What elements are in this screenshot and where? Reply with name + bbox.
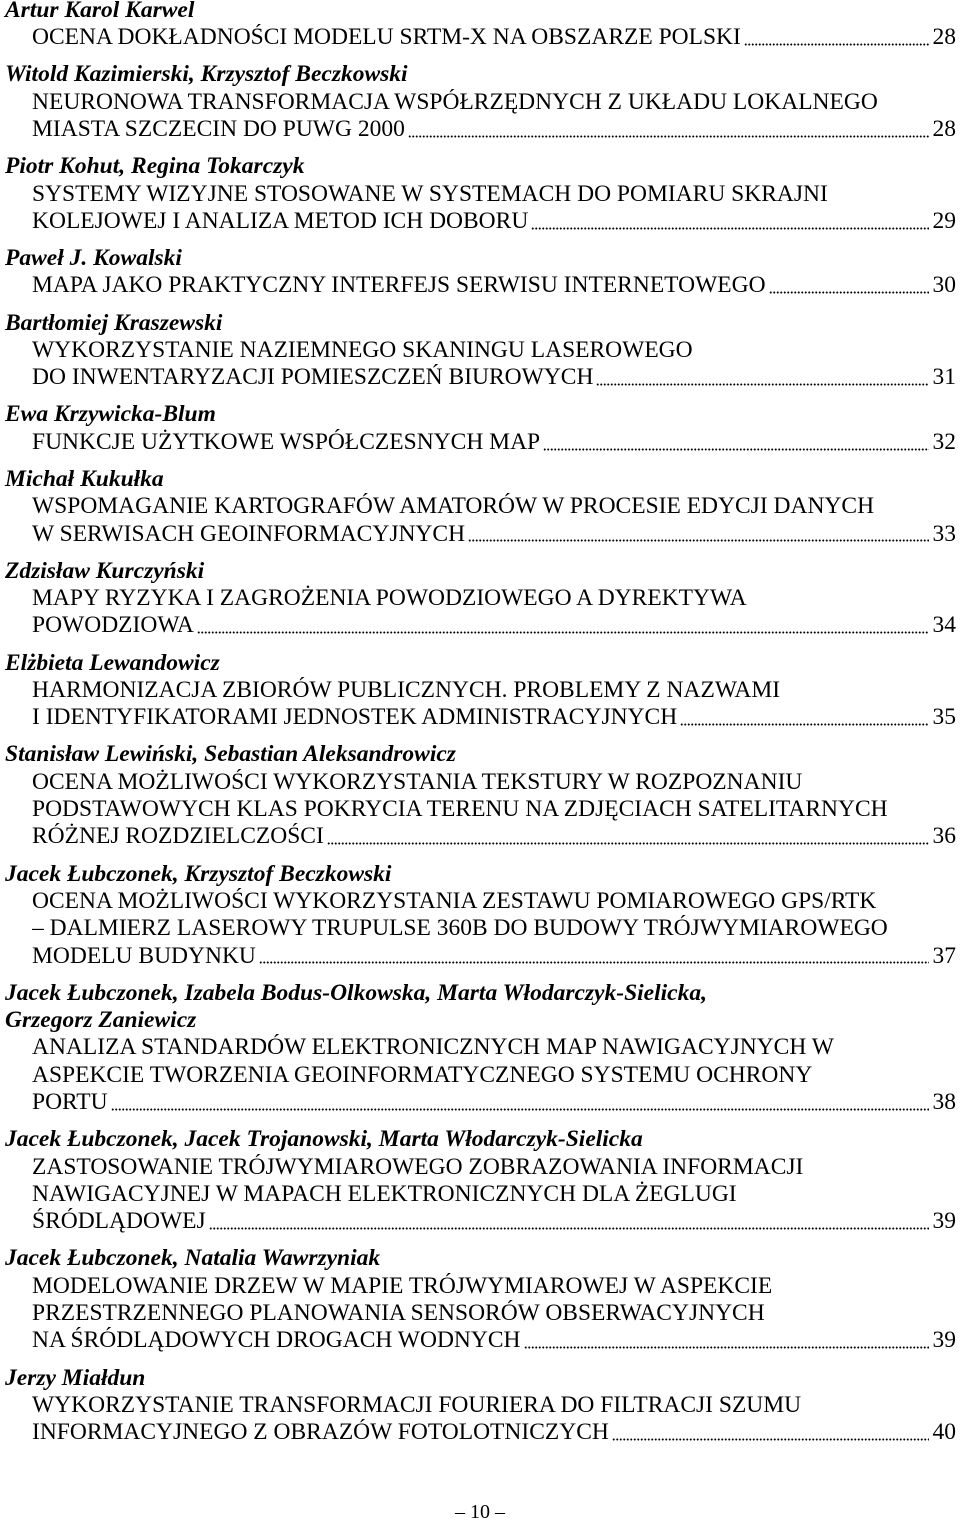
entry-title-last-line xyxy=(32,24,956,51)
entry-title-last-line xyxy=(32,704,956,731)
entry-title-line: MAPY RYZYKA I ZAGROŻENIA POWODZIOWEGO A DYREKTYWA xyxy=(32,585,747,612)
dot-leader xyxy=(111,1108,929,1111)
entry-title-line: ANALIZA STANDARDÓW ELEKTRONICZNYCH MAP NAWIGACYJNYCH W xyxy=(32,1034,834,1061)
toc-entry xyxy=(0,466,960,548)
entry-title-line: OCENA MOŻLIWOŚCI WYKORZYSTANIA TEKSTURY W ROZPOZNANIU xyxy=(32,768,803,795)
entry-title-line: – DALMIERZ LASEROWY TRUPULSE 360B DO BUDOWY TRÓJWYMIAROWEGO xyxy=(32,915,888,942)
toc-entry xyxy=(0,401,960,456)
entry-page-number: 39 xyxy=(932,1208,956,1235)
entry-title-last-line xyxy=(32,116,956,143)
dot-leader xyxy=(531,227,928,230)
entry-page-number: 28 xyxy=(932,116,956,143)
toc-entry xyxy=(0,861,960,970)
dot-leader xyxy=(468,539,928,542)
entry-authors: Jacek Łubczonek, Natalia Wawrzyniak xyxy=(5,1245,381,1272)
toc-entry xyxy=(0,310,960,392)
entry-title-last-line xyxy=(32,272,956,299)
toc-entry xyxy=(0,741,960,850)
entry-title-last-line xyxy=(32,429,956,456)
entry-title-text: ŚRÓDLĄDOWEJ xyxy=(32,1208,206,1235)
toc-entry xyxy=(0,61,960,143)
toc-entry xyxy=(0,0,960,52)
entry-title-last-line xyxy=(32,1419,956,1446)
entry-title-text: INFORMACYJNEGO Z OBRAZÓW FOTOLOTNICZYCH xyxy=(32,1419,609,1446)
dot-leader xyxy=(259,961,929,964)
toc-entry xyxy=(0,1365,960,1447)
entry-title-line: OCENA MOŻLIWOŚCI WYKORZYSTANIA ZESTAWU POMIAROWEGO GPS/RTK xyxy=(32,887,877,914)
toc-entry xyxy=(0,1126,960,1235)
entry-title-text: RÓŻNEJ ROZDZIELCZOŚCI xyxy=(32,823,324,850)
entry-authors: Ewa Krzywicka-Blum xyxy=(5,401,216,428)
dot-leader xyxy=(197,631,929,634)
entry-title-text: MAPA JAKO PRAKTYCZNY INTERFEJS SERWISU INTERNETOWEGO xyxy=(32,272,766,299)
entry-title-text: DO INWENTARYZACJI POMIESZCZEŃ BIUROWYCH xyxy=(32,364,594,391)
entry-title-text: I IDENTYFIKATORAMI JEDNOSTEK ADMINISTRACYJNYCH xyxy=(32,704,678,731)
dot-leader xyxy=(744,43,929,46)
entry-title-line: WYKORZYSTANIE TRANSFORMACJI FOURIERA DO FILTRACJI SZUMU xyxy=(32,1391,802,1418)
entry-authors: Jacek Łubczonek, Krzysztof Beczkowski xyxy=(5,860,392,887)
entry-title-text: W SERWISACH GEOINFORMACYJNYCH xyxy=(32,520,466,547)
entry-title-last-line xyxy=(32,521,956,548)
entry-page-number: 36 xyxy=(932,823,956,850)
entry-title-line: ASPEKCIE TWORZENIA GEOINFORMATYCZNEGO SYSTEMU OCHRONY xyxy=(32,1061,813,1088)
entry-title-line: PODSTAWOWYCH KLAS POKRYCIA TERENU NA ZDJĘCIACH SATELITARNYCH xyxy=(32,796,888,823)
entry-title-last-line xyxy=(32,943,956,970)
entry-title-line: NEURONOWA TRANSFORMACJA WSPÓŁRZĘDNYCH Z UKŁADU LOKALNEGO xyxy=(32,88,878,115)
entry-title-line: ZASTOSOWANIE TRÓJWYMIAROWEGO ZOBRAZOWANIA INFORMACJI xyxy=(32,1153,804,1180)
entry-authors-continued: Grzegorz Zaniewicz xyxy=(5,1007,197,1034)
entry-authors: Elżbieta Lewandowicz xyxy=(5,649,220,676)
entry-title-line: SYSTEMY WIZYJNE STOSOWANE W SYSTEMACH DO POMIARU SKRAJNI xyxy=(32,180,828,207)
entry-page-number: 37 xyxy=(932,942,956,969)
entry-page-number: 33 xyxy=(932,520,956,547)
entry-title-last-line xyxy=(32,823,956,850)
dot-leader xyxy=(612,1438,929,1441)
entry-title-text: PORTU xyxy=(32,1089,108,1116)
entry-title-text: POWODZIOWA xyxy=(32,612,194,639)
entry-title-text: KOLEJOWEJ I ANALIZA METOD ICH DOBORU xyxy=(32,208,529,234)
entry-page-number: 40 xyxy=(932,1419,956,1446)
dot-leader xyxy=(769,291,929,294)
dot-leader xyxy=(680,723,928,726)
entry-title-line: NAWIGACYJNEJ W MAPACH ELEKTRONICZNYCH DLA ŻEGLUGI xyxy=(32,1180,737,1207)
entry-authors: Bartłomiej Kraszewski xyxy=(5,309,223,336)
entry-authors: Jerzy Miałdun xyxy=(5,1364,146,1391)
entry-authors: Piotr Kohut, Regina Tokarczyk xyxy=(5,153,305,180)
entry-page-number: 34 xyxy=(932,612,956,639)
entry-page-number: 32 xyxy=(932,428,956,455)
dot-leader xyxy=(543,448,928,451)
entry-page-number: 35 xyxy=(932,704,956,731)
dot-leader xyxy=(524,1346,929,1349)
entry-page-number: 39 xyxy=(932,1327,956,1354)
entry-page-number: 30 xyxy=(932,272,956,299)
page-number-footer: – 10 – xyxy=(455,1501,505,1523)
entry-authors: Artur Karol Karwel xyxy=(5,0,195,23)
entry-title-line: PRZESTRZENNEGO PLANOWANIA SENSORÓW OBSERWACYJNYCH xyxy=(32,1300,765,1327)
entry-authors: Zdzisław Kurczyński xyxy=(5,557,205,584)
entry-title-last-line xyxy=(32,1208,956,1235)
entry-title-line: WYKORZYSTANIE NAZIEMNEGO SKANINGU LASEROWEGO xyxy=(32,336,693,363)
entry-title-text: OCENA DOKŁADNOŚCI MODELU SRTM-X NA OBSZARZE POLSKI xyxy=(32,24,741,51)
entry-title-text: MODELU BUDYNKU xyxy=(32,942,256,969)
entry-title-last-line xyxy=(32,612,956,639)
entry-title-line: MODELOWANIE DRZEW W MAPIE TRÓJWYMIAROWEJ W ASPEKCIE xyxy=(32,1272,773,1299)
entry-title-last-line xyxy=(32,1327,956,1354)
entry-title-last-line xyxy=(32,208,956,235)
dot-leader xyxy=(327,842,929,845)
entry-title-last-line xyxy=(32,1089,956,1116)
dot-leader xyxy=(596,383,928,386)
entry-title-last-line xyxy=(32,364,956,391)
entry-authors: Michał Kukułka xyxy=(5,465,164,492)
toc-entry xyxy=(0,558,960,640)
entry-page-number: 31 xyxy=(932,364,956,391)
entry-title-text: FUNKCJE UŻYTKOWE WSPÓŁCZESNYCH MAP xyxy=(32,428,541,455)
entry-authors: Witold Kazimierski, Krzysztof Beczkowski xyxy=(5,61,408,88)
toc-entry xyxy=(0,1245,960,1354)
entry-title-text: NA ŚRÓDLĄDOWYCH DROGACH WODNYCH xyxy=(32,1327,521,1354)
entry-authors: Stanisław Lewiński, Sebastian Aleksandrowicz xyxy=(5,741,456,768)
entry-authors: Jacek Łubczonek, Jacek Trojanowski, Marta Włodarczyk-Sielicka xyxy=(5,1126,643,1153)
entry-authors: Paweł J. Kowalski xyxy=(5,245,182,272)
entry-title-line: WSPOMAGANIE KARTOGRAFÓW AMATORÓW W PROCESIE EDYCJI DANYCH xyxy=(32,493,875,520)
dot-leader xyxy=(408,135,929,138)
entry-title-text: MIASTA SZCZECIN DO PUWG 2000 xyxy=(32,116,405,143)
entry-title-line: HARMONIZACJA ZBIORÓW PUBLICZNYCH. PROBLEMY Z NAZWAMI xyxy=(32,676,781,703)
entry-page-number: 28 xyxy=(932,24,956,51)
toc-entry xyxy=(0,980,960,1117)
dot-leader xyxy=(209,1227,929,1230)
toc-entry xyxy=(0,153,960,235)
entry-page-number: 29 xyxy=(932,208,956,234)
toc-entry xyxy=(0,245,960,300)
entry-page-number: 38 xyxy=(932,1089,956,1116)
entry-authors: Jacek Łubczonek, Izabela Bodus-Olkowska, Marta Włodarczyk-Sielicka, xyxy=(5,979,707,1006)
toc-entry xyxy=(0,650,960,732)
